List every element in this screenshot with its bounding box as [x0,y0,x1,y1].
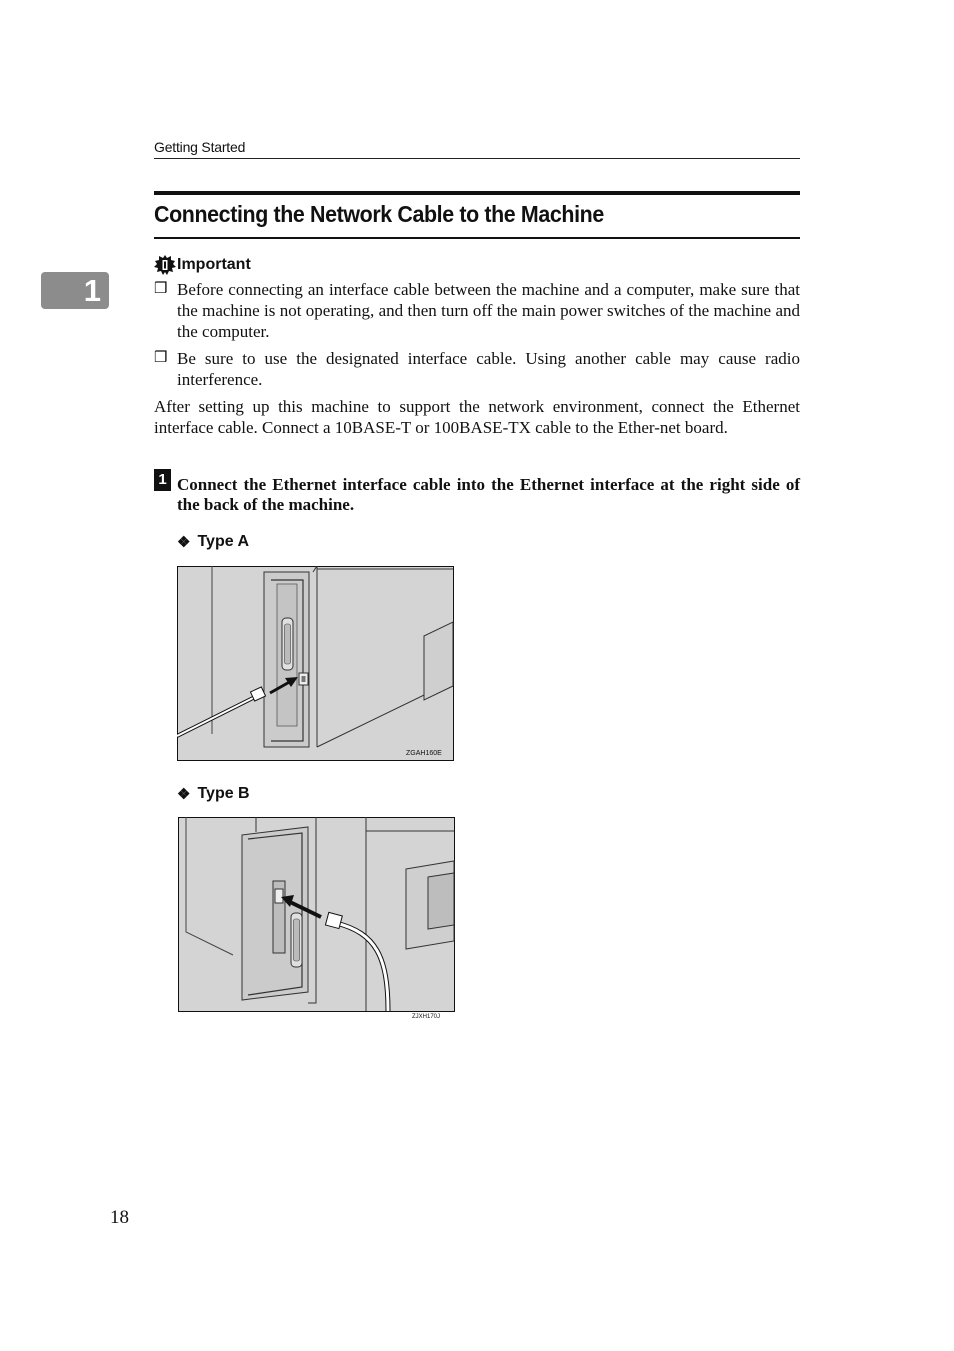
important-heading [154,255,251,275]
important-item-text: Be sure to use the designated interface cable. Using another cable may cause radio interference. [177,349,800,389]
step-text: Connect the Ethernet interface cable into the Ethernet interface at the right side of the back of the machine. [177,475,800,514]
type-a-label [177,533,249,551]
intro-paragraph: After setting up this machine to support the network environment, connect the Ethernet interface cable. Connect a 10BASE-T or 100BASE-TX cable to the Ether-net board. [154,397,800,437]
checkbox-bullet-icon: ❒ [154,281,168,297]
title-rule-bottom [154,237,800,239]
type-a-figure-code: ZGAH160E [406,750,442,757]
diamond-bullet-icon: ❖ [177,534,191,551]
diamond-bullet-icon: ❖ [177,786,191,803]
important-item [154,348,800,390]
type-a-illustration [177,566,454,761]
type-b-illustration [178,817,455,1020]
important-item [154,279,800,342]
section-title: Connecting the Network Cable to the Machine [154,201,604,227]
chapter-number: 1 [83,273,101,308]
type-a-text: Type A [197,533,250,550]
type-b-figure-code: ZJXH170J [412,1014,441,1020]
important-label: Important [177,256,251,273]
type-a-drawing [177,566,454,761]
page-number: 18 [110,1207,129,1228]
type-b-drawing [178,817,455,1012]
important-item-text: Before connecting an interface cable between the machine and a computer, make sure that the machine is not operating, and then turn off the main power switches of the machine and the computer. [177,280,800,341]
type-b-label [177,785,250,803]
header-rule [154,158,800,159]
title-rule-top [154,191,800,195]
step-number: 1 [154,469,171,491]
type-b-text: Type B [197,785,250,802]
chapter-tab [41,272,109,309]
important-icon [154,255,176,275]
running-header: Getting Started [154,139,246,155]
checkbox-bullet-icon: ❒ [154,350,168,366]
